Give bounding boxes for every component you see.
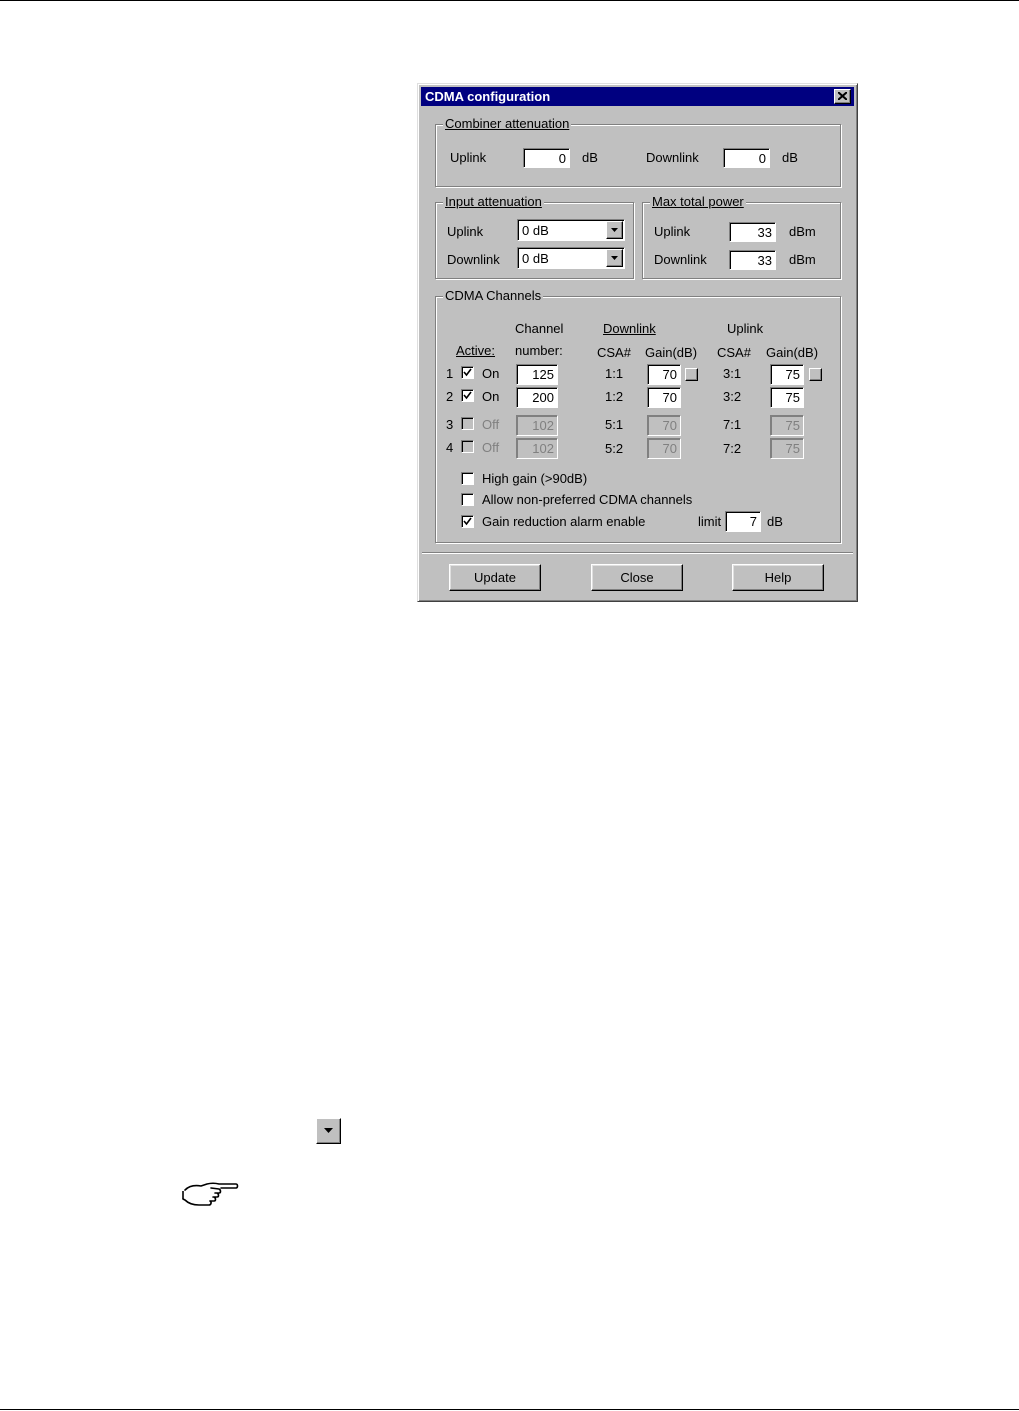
row-index: 2 — [446, 389, 454, 404]
limit-input[interactable]: 7 — [725, 511, 761, 532]
max-uplink-unit: dBm — [789, 224, 816, 239]
row-downlink-csa: 5:1 — [605, 417, 624, 432]
checkmark-icon — [463, 368, 472, 377]
row-index: 3 — [446, 417, 454, 432]
checkmark-icon — [463, 517, 472, 526]
bottom-page-rule — [0, 1409, 1019, 1410]
row-active-checkbox[interactable] — [461, 417, 474, 430]
row-downlink-gain-input[interactable]: 70 — [647, 438, 681, 459]
row-channel-input[interactable]: 102 — [516, 415, 558, 436]
max-downlink-label: Downlink — [654, 252, 707, 267]
combiner-uplink-input[interactable]: 0 — [523, 148, 570, 168]
max-uplink-input[interactable]: 33 — [729, 222, 776, 242]
checkmark-icon — [463, 391, 472, 400]
downlink-gain-toggle-button[interactable] — [685, 368, 698, 381]
row-uplink-gain-input[interactable]: 75 — [770, 438, 804, 459]
combiner-downlink-label: Downlink — [646, 150, 699, 165]
downlink-header: Downlink — [603, 321, 656, 336]
row-uplink-csa: 3:2 — [723, 389, 742, 404]
gain-reduction-alarm-checkbox[interactable] — [461, 515, 474, 528]
active-header: Active: — [456, 343, 496, 358]
dialog-titlebar[interactable] — [421, 87, 854, 106]
row-downlink-gain-input[interactable]: 70 — [647, 415, 681, 436]
input-downlink-dropdown-button[interactable] — [606, 249, 623, 267]
input-uplink-select[interactable] — [517, 219, 625, 241]
cdma-channels-legend: CDMA Channels — [445, 288, 542, 303]
pointing-hand-icon — [181, 1180, 239, 1212]
high-gain-checkbox[interactable] — [461, 472, 474, 485]
row-downlink-csa: 1:1 — [605, 366, 624, 381]
chevron-down-icon — [611, 256, 618, 260]
row-uplink-csa: 3:1 — [723, 366, 742, 381]
dialog-title: CDMA configuration — [425, 89, 551, 104]
row-active-checkbox[interactable] — [461, 440, 474, 453]
row-channel-input[interactable]: 125 — [516, 364, 558, 385]
uplink-gain-toggle-button[interactable] — [809, 368, 822, 381]
input-uplink-selected: 0 dB — [522, 223, 549, 238]
row-uplink-csa: 7:2 — [723, 441, 742, 456]
row-channel-input[interactable]: 200 — [516, 387, 558, 408]
input-downlink-label: Downlink — [447, 252, 500, 267]
combiner-downlink-input[interactable]: 0 — [723, 148, 770, 168]
close-window-button[interactable] — [834, 89, 851, 104]
combiner-uplink-label: Uplink — [450, 150, 487, 165]
row-index: 1 — [446, 366, 454, 381]
uplink-csa-header: CSA# — [717, 345, 751, 360]
input-downlink-selected: 0 dB — [522, 251, 549, 266]
dropdown-arrow-button-illustration — [316, 1118, 341, 1144]
row-downlink-csa: 1:2 — [605, 389, 624, 404]
max-total-power-group — [642, 194, 841, 279]
row-state-label: On — [482, 366, 500, 381]
row-uplink-gain-input[interactable]: 75 — [770, 364, 804, 385]
row-channel-input[interactable]: 102 — [516, 438, 558, 459]
uplink-header: Uplink — [727, 321, 764, 336]
update-button[interactable]: Update — [449, 564, 541, 591]
close-icon — [838, 92, 847, 100]
row-active-checkbox[interactable] — [461, 389, 474, 402]
combiner-uplink-unit: dB — [582, 150, 598, 165]
downlink-gain-header: Gain(dB) — [645, 345, 698, 360]
input-uplink-label: Uplink — [447, 224, 484, 239]
cdma-configuration-dialog — [417, 83, 858, 602]
max-downlink-unit: dBm — [789, 252, 816, 267]
input-attenuation-legend: Input attenuation — [445, 194, 542, 209]
max-total-power-legend: Max total power — [652, 194, 744, 209]
max-downlink-input[interactable]: 33 — [729, 250, 776, 270]
number-header: number: — [515, 343, 563, 358]
gain-reduction-alarm-label[interactable]: Gain reduction alarm enable — [482, 514, 646, 529]
input-attenuation-group — [435, 194, 634, 279]
row-active-checkbox[interactable] — [461, 366, 474, 379]
row-uplink-gain-input[interactable]: 75 — [770, 415, 804, 436]
uplink-gain-header: Gain(dB) — [766, 345, 819, 360]
chevron-down-icon — [611, 228, 618, 232]
row-state-label: On — [482, 389, 500, 404]
close-button[interactable]: Close — [591, 564, 683, 591]
max-uplink-label: Uplink — [654, 224, 691, 239]
combiner-attenuation-group — [435, 116, 841, 187]
cdma-channels-group — [435, 288, 841, 543]
channel-header: Channel — [515, 321, 564, 336]
row-downlink-gain-input[interactable]: 70 — [647, 364, 681, 385]
combiner-downlink-unit: dB — [782, 150, 798, 165]
top-page-rule — [0, 0, 1019, 1]
input-downlink-select[interactable] — [517, 247, 625, 269]
row-index: 4 — [446, 440, 454, 455]
row-state-label: Off — [482, 440, 500, 455]
button-area-divider — [422, 552, 853, 554]
row-state-label: Off — [482, 417, 500, 432]
allow-non-preferred-checkbox[interactable] — [461, 493, 474, 506]
limit-unit: dB — [767, 514, 783, 529]
input-uplink-dropdown-button[interactable] — [606, 221, 623, 239]
row-uplink-gain-input[interactable]: 75 — [770, 387, 804, 408]
allow-non-preferred-label[interactable]: Allow non-preferred CDMA channels — [482, 492, 693, 507]
row-uplink-csa: 7:1 — [723, 417, 742, 432]
downlink-csa-header: CSA# — [597, 345, 631, 360]
limit-label: limit — [698, 514, 722, 529]
combiner-attenuation-legend: Combiner attenuation — [445, 116, 570, 131]
high-gain-label[interactable]: High gain (>90dB) — [482, 471, 588, 486]
row-downlink-csa: 5:2 — [605, 441, 624, 456]
row-downlink-gain-input[interactable]: 70 — [647, 387, 681, 408]
help-button[interactable]: Help — [732, 564, 824, 591]
chevron-down-icon — [324, 1128, 333, 1133]
